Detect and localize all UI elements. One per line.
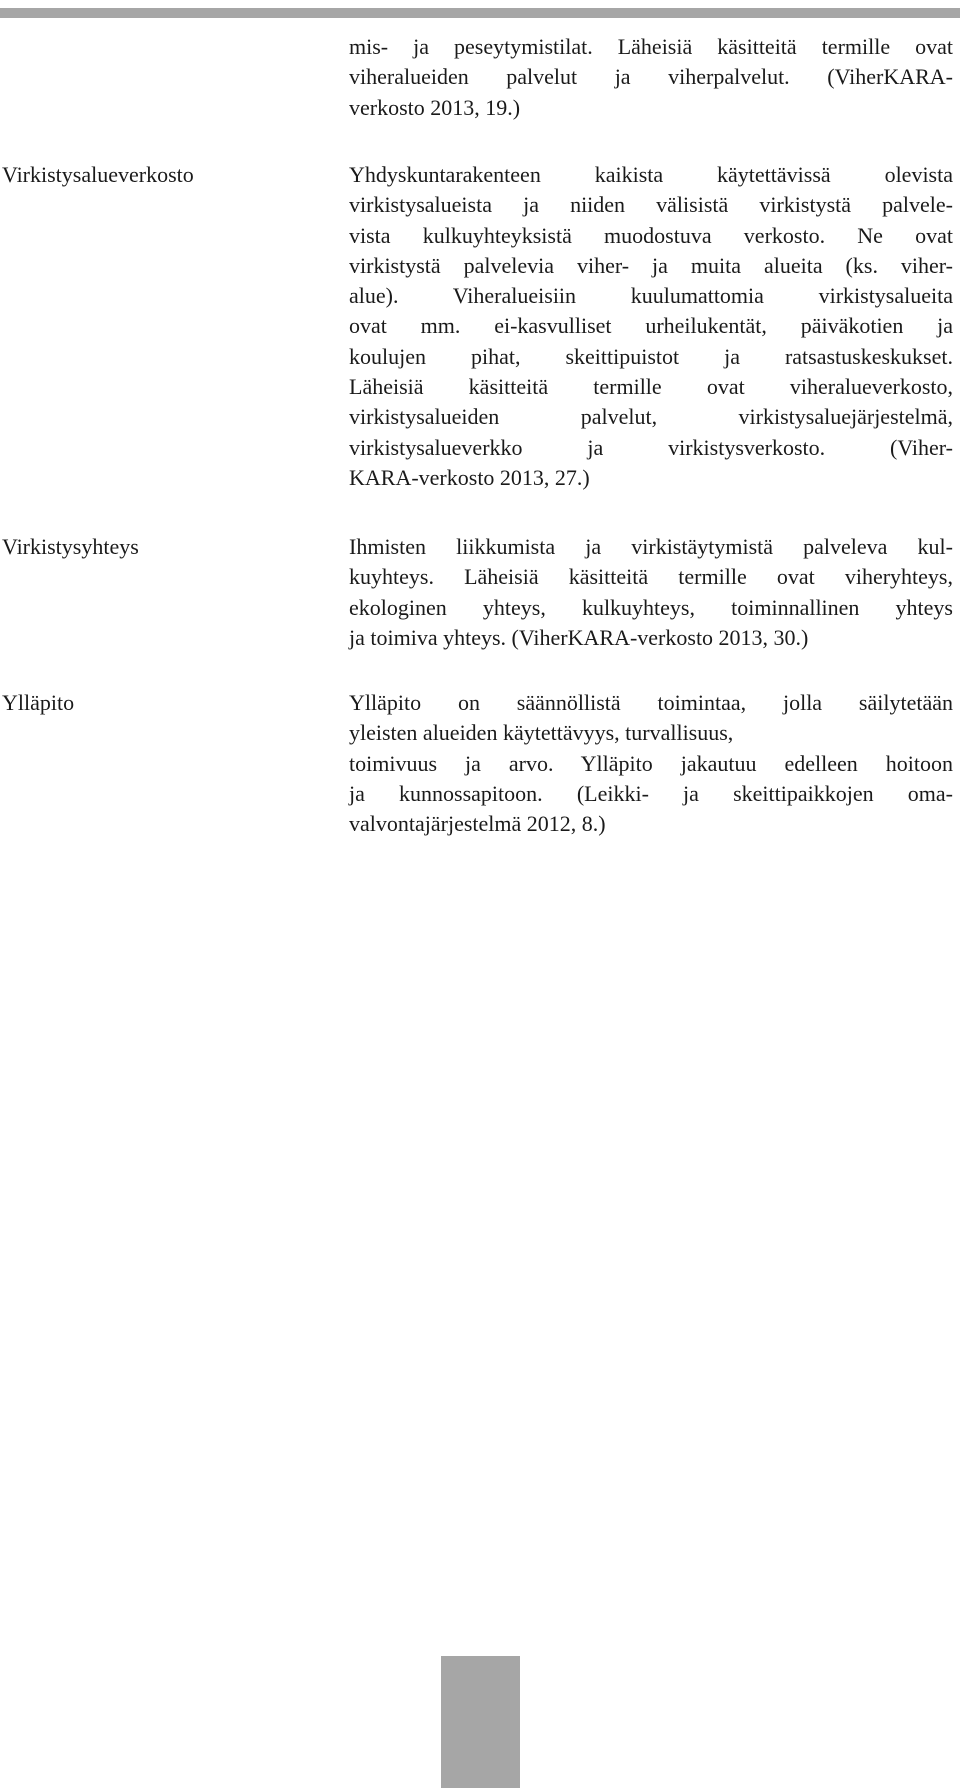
definition-line: ovat mm. ei-kasvulliset urheilukentät, päiväkotien ja: [349, 313, 953, 339]
definition-line: viheralueiden palvelut ja viherpalvelut. (ViherKARA-: [349, 64, 953, 90]
definition-line: virkistysalueiden palvelut, virkistysaluejärjestelmä,: [349, 404, 953, 430]
definition-line: Yhdyskuntarakenteen kaikista käytettävissä olevista: [349, 162, 953, 187]
definition-line: alue). Viheralueisiin kuulumattomia virkistysalueita: [349, 283, 953, 309]
definition-line: ekologinen yhteys, kulkuyhteys, toiminnallinen yhteys: [349, 594, 953, 620]
top-rule: [0, 8, 960, 18]
definition-line: virkistysalueista ja niiden välisistä virkistystä palvele-: [349, 192, 953, 218]
definition-line: Ylläpito on säännöllistä toimintaa, jolla säilytetään: [349, 690, 953, 715]
definition-line: ja toimiva yhteys. (ViherKARA-verkosto 2013, 30.): [349, 624, 809, 650]
term-yllapito: Ylläpito: [2, 690, 75, 715]
definition-continuation: [349, 32, 953, 123]
definition-line: ja kunnossapitoon. (Leikki- ja skeittipaikkojen oma-: [349, 780, 953, 806]
definition-yllapito: [349, 688, 953, 839]
definition-line: yleisten alueiden käytettävyys, turvallisuus,: [349, 720, 734, 746]
term-virkistysyhteys: Virkistysyhteys: [2, 534, 139, 559]
definition-line: koulujen pihat, skeittipuistot ja ratsastuskeskukset.: [349, 343, 953, 369]
definition-line: valvontajärjestelmä 2012, 8.): [349, 811, 606, 837]
definition-line: Läheisiä käsitteitä termille ovat viheralueverkosto,: [349, 374, 953, 400]
definition-virkistysalueverkosto: [349, 160, 953, 493]
definition-line: virkistystä palvelevia viher- ja muita alueita (ks. viher-: [349, 252, 953, 278]
definition-line: Ihmisten liikkumista ja virkistäytymistä palveleva kul-: [349, 534, 953, 559]
definition-line: mis- ja peseytymistilat. Läheisiä käsitteitä termille ovat: [349, 34, 953, 59]
definition-line: verkosto 2013, 19.): [349, 94, 521, 120]
definition-line: toimivuus ja arvo. Ylläpito jakautuu edelleen hoitoon: [349, 750, 953, 776]
term-virkistysalueverkosto: Virkistysalueverkosto: [2, 162, 194, 187]
definition-line: virkistysalueverkko ja virkistysverkosto. (Viher-: [349, 434, 953, 460]
definition-line: vista kulkuyhteyksistä muodostuva verkosto. Ne ovat: [349, 222, 953, 248]
definition-line: kuyhteys. Läheisiä käsitteitä termille ovat viheryhteys,: [349, 564, 953, 590]
definition-line: KARA-verkosto 2013, 27.): [349, 464, 590, 490]
page-number-tab: [441, 1656, 520, 1788]
definition-virkistysyhteys: [349, 532, 953, 653]
